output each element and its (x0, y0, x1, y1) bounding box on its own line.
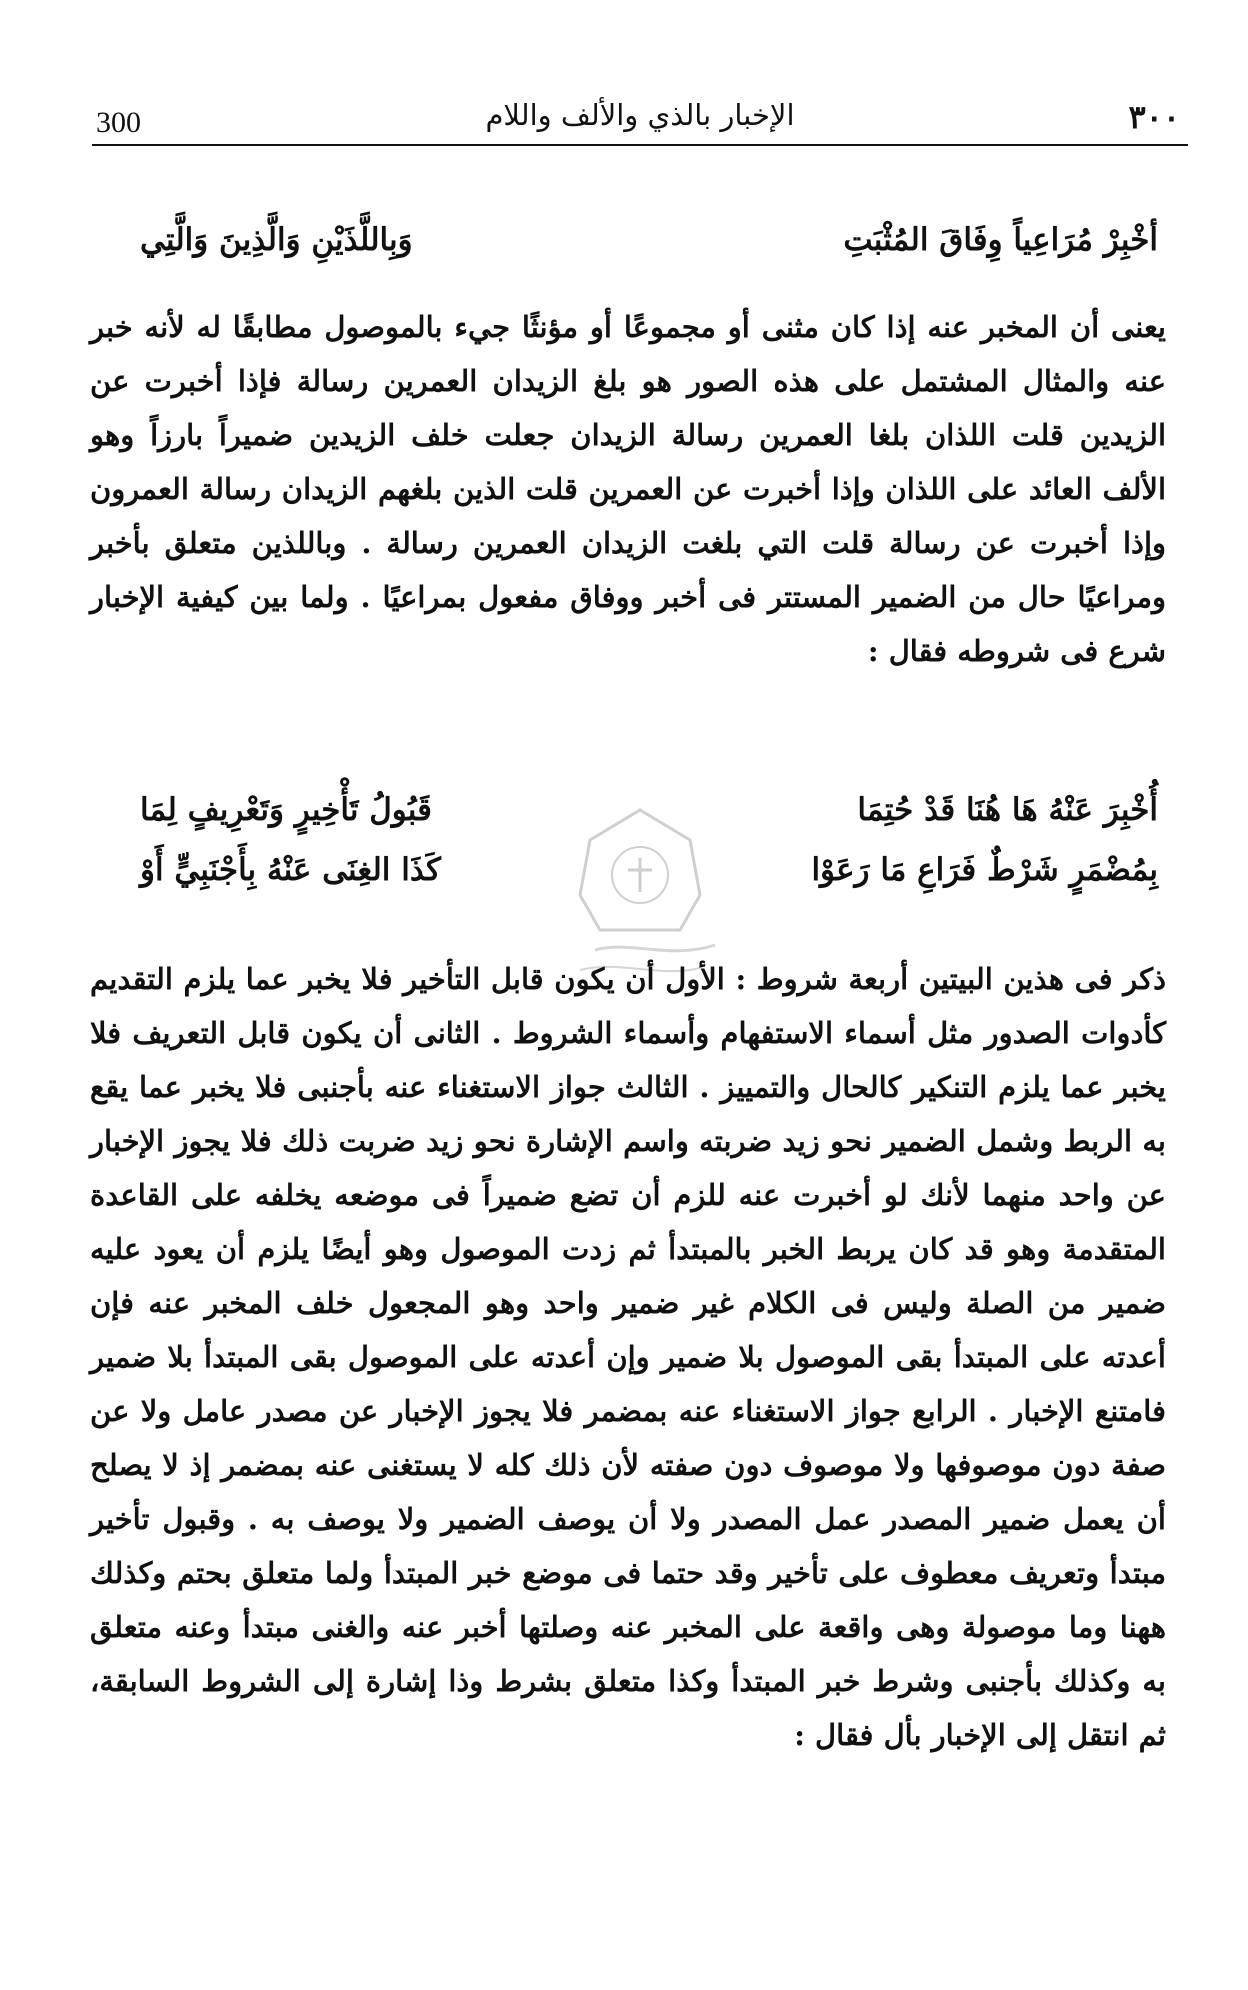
verse-line (140, 222, 1158, 258)
page-header (92, 92, 1188, 146)
verse-hemistich-right: كَذَا الغِنَى عَنْهُ بِأَجْنَبِيٍّ أَوْ (140, 852, 441, 888)
verse-hemistich-left: أُخْبِرَ عَنْهُ هَا هُنَا قَدْ حُتِمَا (857, 792, 1158, 828)
commentary-paragraph: يعنى أن المخبر عنه إذا كان مثنى أو مجموعًا أو مؤنثًا جيء بالموصول مطابقًا له لأنه خبر عنه والمثال المشتمل على هذه الصور هو بلغ الزيدان العمرين رسالة فإذا أخبرت عن الزيدين قلت اللذان بلغا العمرين رسالة الزيدان جعلت خلف الزيدين ضميراً بارزاً وهو الألف العائد على اللذان وإذا أخبرت عن العمرين قلت الذين بلغهم الزيدان رسالة العمرون وإذا أخبرت عن رسالة قلت التي بلغت الزيدان العمرين رسالة . وباللذين متعلق بأخبر ومراعيًا حال من الضمير المستتر فى أخبر ووفاق مفعول بمراعيًا . ولما بين كيفية الإخبار شرع فى شروطه فقال : (90, 310, 1166, 668)
page-number-arabic: ٣٠٠ (1128, 98, 1180, 136)
running-title: الإخبار بالذي والألف واللام (485, 98, 795, 132)
verse-hemistich-right: قَبُولُ تَأْخِيرٍ وَتَعْرِيفٍ لِمَا (140, 792, 432, 828)
verse-hemistich-right: وَبِاللَّذَيْنِ وَالَّذِينَ وَالَّتِي (140, 222, 413, 258)
verse-hemistich-left: بِمُضْمَرٍ شَرْطٌ فَرَاعِ مَا رَعَوْا (811, 852, 1158, 888)
page-number-latin: 300 (96, 106, 141, 139)
commentary-paragraph: ذكر فى هذين البيتين أربعة شروط : الأول أن يكون قابل التأخير فلا يخبر عما يلزم التقديم كأدوات الصدور مثل أسماء الاستفهام وأسماء الشروط . الثانى أن يكون قابل التعريف فلا يخبر عما يلزم التنكير كالحال والتمييز . الثالث جواز الاستغناء عنه بأجنبى فلا يخبر عما يقع به الربط وشمل الضمير نحو زيد ضربته واسم الإشارة نحو زيد ضربت ذلك فلا يجوز الإخبار عن واحد منهما لأنك لو أخبرت عنه للزم أن تضع ضميراً فى موضعه يخلفه على القاعدة المتقدمة وهو قد كان يربط الخبر بالمبتدأ ثم زدت الموصول وهو أيضًا يلزم أن يعود عليه ضمير من الصلة وليس فى الكلام غير ضمير واحد وهو المجعول خلف المخبر عنه فإن أعدته على المبتدأ بقى الموصول بلا ضمير وإن أعدته على الموصول بقى المبتدأ بلا ضمير فامتنع الإخبار . الرابع جواز الاستغناء عنه بمضمر فلا يجوز الإخبار عن مصدر عامل ولا عن صفة دون موصوفها ولا موصوف دون صفته لأن ذلك كله لا يستغنى عنه بمضمر إذ لا يصلح أن يعمل ضمير المصدر عمل المصدر ولا أن يوصف الضمير ولا يوصف به . وقبول تأخير مبتدأ وتعريف معطوف على تأخير وقد حتما فى موضع خبر المبتدأ ولما متعلق بحتم وكذلك ههنا وما موصولة وهى واقعة على المخبر عنه وصلتها أخبر عنه والغنى مبتدأ وعنه متعلق به وكذلك بأجنبى وشرط خبر المبتدأ وكذا متعلق بشرط وذا إشارة إلى الشروط السابقة، ثم انتقل إلى الإخبار بأل فقال : (90, 962, 1166, 1752)
verse-hemistich-left: أخْبِرْ مُرَاعِياً وِفَاقَ المُثْبَتِ (843, 222, 1158, 258)
